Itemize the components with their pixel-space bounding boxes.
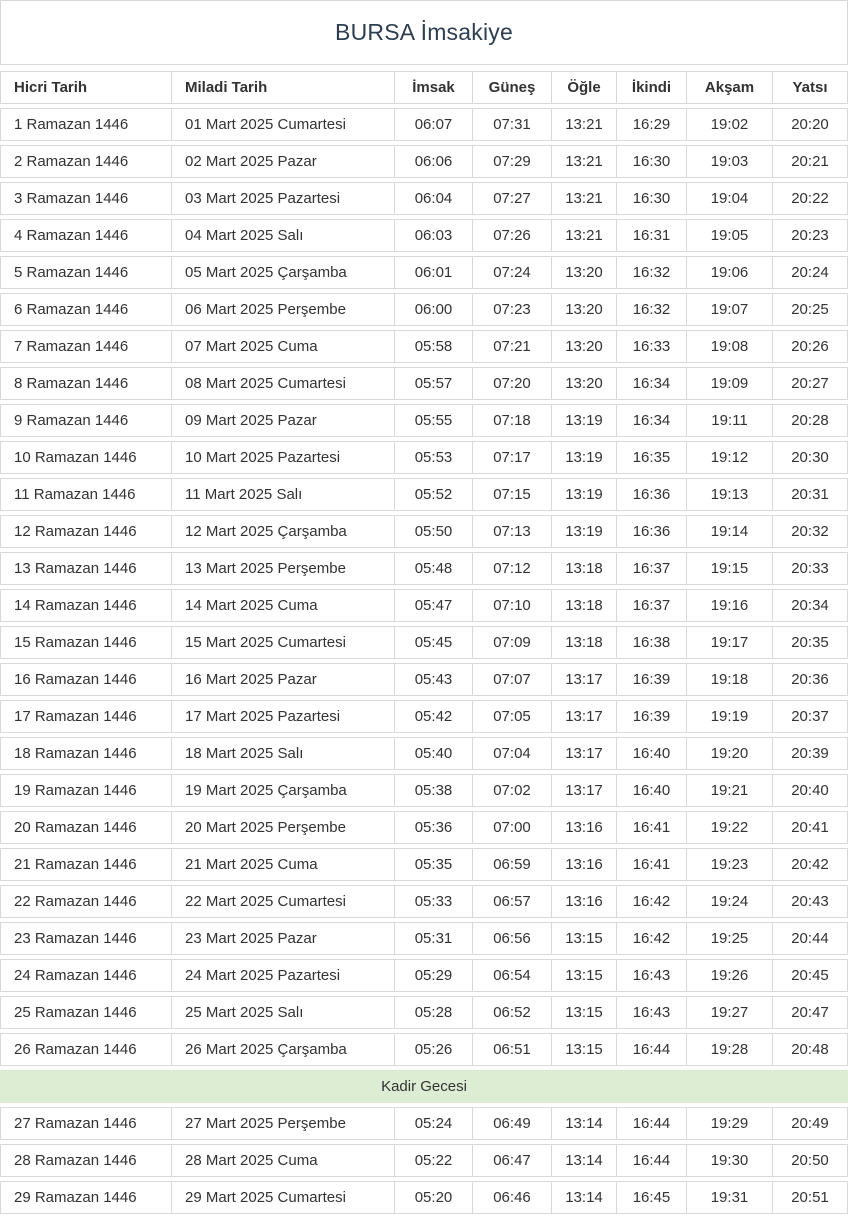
cell-yatsi: 20:25	[773, 293, 848, 326]
cell-imsak: 05:45	[395, 626, 473, 659]
cell-miladi-tarih: 19 Mart 2025 Çarşamba	[172, 774, 395, 807]
table-row	[0, 441, 848, 474]
cell-ogle: 13:15	[552, 996, 617, 1029]
table-row	[0, 256, 848, 289]
table-row	[0, 589, 848, 622]
cell-aksam: 19:17	[687, 626, 773, 659]
cell-gunes: 06:59	[473, 848, 552, 881]
cell-gunes: 07:02	[473, 774, 552, 807]
cell-hicri-tarih: 19 Ramazan 1446	[0, 774, 172, 807]
cell-miladi-tarih: 29 Mart 2025 Cumartesi	[172, 1181, 395, 1214]
cell-aksam: 19:29	[687, 1107, 773, 1140]
cell-hicri-tarih: 20 Ramazan 1446	[0, 811, 172, 844]
cell-hicri-tarih: 18 Ramazan 1446	[0, 737, 172, 770]
cell-yatsi: 20:21	[773, 145, 848, 178]
table-row	[0, 404, 848, 437]
cell-aksam: 19:11	[687, 404, 773, 437]
cell-hicri-tarih: 25 Ramazan 1446	[0, 996, 172, 1029]
cell-gunes: 07:23	[473, 293, 552, 326]
column-header-imsak: İmsak	[395, 71, 473, 104]
cell-miladi-tarih: 08 Mart 2025 Cumartesi	[172, 367, 395, 400]
cell-ogle: 13:17	[552, 737, 617, 770]
cell-ikindi: 16:30	[617, 182, 687, 215]
cell-imsak: 05:22	[395, 1144, 473, 1177]
table-row	[0, 219, 848, 252]
cell-ogle: 13:15	[552, 959, 617, 992]
cell-yatsi: 20:20	[773, 108, 848, 141]
cell-miladi-tarih: 18 Mart 2025 Salı	[172, 737, 395, 770]
cell-aksam: 19:12	[687, 441, 773, 474]
cell-ikindi: 16:41	[617, 811, 687, 844]
cell-yatsi: 20:34	[773, 589, 848, 622]
cell-yatsi: 20:39	[773, 737, 848, 770]
cell-yatsi: 20:51	[773, 1181, 848, 1214]
cell-aksam: 19:20	[687, 737, 773, 770]
cell-ogle: 13:18	[552, 626, 617, 659]
cell-miladi-tarih: 27 Mart 2025 Perşembe	[172, 1107, 395, 1140]
cell-ogle: 13:17	[552, 774, 617, 807]
cell-ikindi: 16:36	[617, 478, 687, 511]
cell-gunes: 07:26	[473, 219, 552, 252]
table-row	[0, 330, 848, 363]
cell-aksam: 19:18	[687, 663, 773, 696]
column-header-miladi-tarih: Miladi Tarih	[172, 71, 395, 104]
cell-aksam: 19:02	[687, 108, 773, 141]
cell-gunes: 07:17	[473, 441, 552, 474]
cell-hicri-tarih: 10 Ramazan 1446	[0, 441, 172, 474]
cell-hicri-tarih: 21 Ramazan 1446	[0, 848, 172, 881]
cell-yatsi: 20:30	[773, 441, 848, 474]
cell-gunes: 07:29	[473, 145, 552, 178]
cell-gunes: 07:12	[473, 552, 552, 585]
cell-yatsi: 20:47	[773, 996, 848, 1029]
cell-yatsi: 20:40	[773, 774, 848, 807]
cell-ikindi: 16:36	[617, 515, 687, 548]
table-row	[0, 922, 848, 955]
cell-aksam: 19:31	[687, 1181, 773, 1214]
cell-hicri-tarih: 22 Ramazan 1446	[0, 885, 172, 918]
cell-imsak: 05:40	[395, 737, 473, 770]
cell-ikindi: 16:35	[617, 441, 687, 474]
cell-aksam: 19:09	[687, 367, 773, 400]
cell-gunes: 07:31	[473, 108, 552, 141]
cell-miladi-tarih: 01 Mart 2025 Cumartesi	[172, 108, 395, 141]
cell-aksam: 19:25	[687, 922, 773, 955]
table-row	[0, 996, 848, 1029]
cell-hicri-tarih: 4 Ramazan 1446	[0, 219, 172, 252]
cell-imsak: 05:29	[395, 959, 473, 992]
cell-ikindi: 16:45	[617, 1181, 687, 1214]
cell-yatsi: 20:50	[773, 1144, 848, 1177]
cell-hicri-tarih: 12 Ramazan 1446	[0, 515, 172, 548]
cell-ogle: 13:15	[552, 922, 617, 955]
cell-ikindi: 16:39	[617, 700, 687, 733]
cell-hicri-tarih: 6 Ramazan 1446	[0, 293, 172, 326]
cell-yatsi: 20:43	[773, 885, 848, 918]
table-row	[0, 774, 848, 807]
cell-gunes: 07:15	[473, 478, 552, 511]
table-row	[0, 1033, 848, 1066]
cell-ogle: 13:17	[552, 663, 617, 696]
cell-ikindi: 16:34	[617, 404, 687, 437]
cell-gunes: 07:05	[473, 700, 552, 733]
table-row	[0, 515, 848, 548]
cell-miladi-tarih: 26 Mart 2025 Çarşamba	[172, 1033, 395, 1066]
cell-yatsi: 20:23	[773, 219, 848, 252]
table-row	[0, 182, 848, 215]
cell-ogle: 13:15	[552, 1033, 617, 1066]
cell-gunes: 07:10	[473, 589, 552, 622]
cell-aksam: 19:07	[687, 293, 773, 326]
cell-ogle: 13:19	[552, 404, 617, 437]
column-header-hicri-tarih: Hicri Tarih	[0, 71, 172, 104]
cell-imsak: 05:52	[395, 478, 473, 511]
cell-yatsi: 20:28	[773, 404, 848, 437]
table-row	[0, 811, 848, 844]
cell-ogle: 13:19	[552, 441, 617, 474]
table-row	[0, 885, 848, 918]
cell-miladi-tarih: 09 Mart 2025 Pazar	[172, 404, 395, 437]
cell-miladi-tarih: 06 Mart 2025 Perşembe	[172, 293, 395, 326]
cell-yatsi: 20:37	[773, 700, 848, 733]
cell-hicri-tarih: 15 Ramazan 1446	[0, 626, 172, 659]
cell-miladi-tarih: 07 Mart 2025 Cuma	[172, 330, 395, 363]
cell-yatsi: 20:24	[773, 256, 848, 289]
cell-ogle: 13:20	[552, 367, 617, 400]
cell-miladi-tarih: 16 Mart 2025 Pazar	[172, 663, 395, 696]
cell-imsak: 05:53	[395, 441, 473, 474]
cell-ikindi: 16:30	[617, 145, 687, 178]
cell-gunes: 07:13	[473, 515, 552, 548]
cell-hicri-tarih: 29 Ramazan 1446	[0, 1181, 172, 1214]
cell-ogle: 13:19	[552, 478, 617, 511]
cell-hicri-tarih: 11 Ramazan 1446	[0, 478, 172, 511]
cell-imsak: 05:26	[395, 1033, 473, 1066]
cell-ikindi: 16:32	[617, 256, 687, 289]
cell-imsak: 05:31	[395, 922, 473, 955]
cell-ikindi: 16:37	[617, 589, 687, 622]
cell-gunes: 07:24	[473, 256, 552, 289]
cell-aksam: 19:28	[687, 1033, 773, 1066]
cell-imsak: 05:43	[395, 663, 473, 696]
cell-yatsi: 20:32	[773, 515, 848, 548]
cell-ogle: 13:16	[552, 885, 617, 918]
cell-gunes: 06:52	[473, 996, 552, 1029]
cell-aksam: 19:26	[687, 959, 773, 992]
cell-imsak: 05:35	[395, 848, 473, 881]
cell-aksam: 19:16	[687, 589, 773, 622]
cell-imsak: 05:24	[395, 1107, 473, 1140]
table-row	[0, 1181, 848, 1214]
cell-ikindi: 16:41	[617, 848, 687, 881]
cell-hicri-tarih: 5 Ramazan 1446	[0, 256, 172, 289]
cell-ikindi: 16:39	[617, 663, 687, 696]
cell-imsak: 05:50	[395, 515, 473, 548]
cell-aksam: 19:24	[687, 885, 773, 918]
cell-gunes: 06:49	[473, 1107, 552, 1140]
cell-miladi-tarih: 12 Mart 2025 Çarşamba	[172, 515, 395, 548]
cell-ikindi: 16:43	[617, 959, 687, 992]
table-row	[0, 737, 848, 770]
cell-ikindi: 16:42	[617, 885, 687, 918]
table-row	[0, 959, 848, 992]
cell-hicri-tarih: 13 Ramazan 1446	[0, 552, 172, 585]
cell-aksam: 19:08	[687, 330, 773, 363]
cell-gunes: 06:54	[473, 959, 552, 992]
column-header-aksam: Akşam	[687, 71, 773, 104]
cell-yatsi: 20:42	[773, 848, 848, 881]
cell-aksam: 19:04	[687, 182, 773, 215]
cell-ikindi: 16:29	[617, 108, 687, 141]
cell-ogle: 13:14	[552, 1144, 617, 1177]
cell-ogle: 13:20	[552, 256, 617, 289]
cell-miladi-tarih: 13 Mart 2025 Perşembe	[172, 552, 395, 585]
cell-hicri-tarih: 24 Ramazan 1446	[0, 959, 172, 992]
column-header-yatsi: Yatsı	[773, 71, 848, 104]
cell-ikindi: 16:37	[617, 552, 687, 585]
cell-ogle: 13:14	[552, 1107, 617, 1140]
cell-gunes: 07:09	[473, 626, 552, 659]
cell-ogle: 13:18	[552, 552, 617, 585]
cell-imsak: 06:07	[395, 108, 473, 141]
cell-ogle: 13:18	[552, 589, 617, 622]
cell-hicri-tarih: 28 Ramazan 1446	[0, 1144, 172, 1177]
cell-hicri-tarih: 7 Ramazan 1446	[0, 330, 172, 363]
cell-ogle: 13:16	[552, 811, 617, 844]
cell-gunes: 06:51	[473, 1033, 552, 1066]
cell-miladi-tarih: 10 Mart 2025 Pazartesi	[172, 441, 395, 474]
cell-aksam: 19:21	[687, 774, 773, 807]
table-row	[0, 478, 848, 511]
cell-imsak: 05:48	[395, 552, 473, 585]
cell-aksam: 19:27	[687, 996, 773, 1029]
cell-yatsi: 20:45	[773, 959, 848, 992]
cell-miladi-tarih: 14 Mart 2025 Cuma	[172, 589, 395, 622]
cell-imsak: 06:01	[395, 256, 473, 289]
cell-imsak: 05:57	[395, 367, 473, 400]
cell-aksam: 19:23	[687, 848, 773, 881]
cell-gunes: 07:18	[473, 404, 552, 437]
cell-miladi-tarih: 20 Mart 2025 Perşembe	[172, 811, 395, 844]
cell-miladi-tarih: 02 Mart 2025 Pazar	[172, 145, 395, 178]
cell-hicri-tarih: 3 Ramazan 1446	[0, 182, 172, 215]
cell-aksam: 19:14	[687, 515, 773, 548]
cell-imsak: 05:58	[395, 330, 473, 363]
cell-gunes: 07:21	[473, 330, 552, 363]
column-header-ikindi: İkindi	[617, 71, 687, 104]
cell-ogle: 13:14	[552, 1181, 617, 1214]
cell-imsak: 05:20	[395, 1181, 473, 1214]
cell-yatsi: 20:35	[773, 626, 848, 659]
cell-imsak: 05:36	[395, 811, 473, 844]
cell-gunes: 06:57	[473, 885, 552, 918]
cell-hicri-tarih: 23 Ramazan 1446	[0, 922, 172, 955]
table-row	[0, 1107, 848, 1140]
cell-ikindi: 16:44	[617, 1033, 687, 1066]
cell-gunes: 07:20	[473, 367, 552, 400]
cell-yatsi: 20:33	[773, 552, 848, 585]
cell-imsak: 05:28	[395, 996, 473, 1029]
cell-gunes: 06:47	[473, 1144, 552, 1177]
cell-imsak: 06:06	[395, 145, 473, 178]
cell-ikindi: 16:40	[617, 774, 687, 807]
cell-miladi-tarih: 23 Mart 2025 Pazar	[172, 922, 395, 955]
table-row	[0, 663, 848, 696]
cell-ikindi: 16:43	[617, 996, 687, 1029]
cell-hicri-tarih: 9 Ramazan 1446	[0, 404, 172, 437]
cell-yatsi: 20:44	[773, 922, 848, 955]
table-row	[0, 626, 848, 659]
cell-imsak: 05:55	[395, 404, 473, 437]
cell-ogle: 13:20	[552, 330, 617, 363]
cell-miladi-tarih: 24 Mart 2025 Pazartesi	[172, 959, 395, 992]
cell-ogle: 13:21	[552, 182, 617, 215]
prayer-times-table	[0, 67, 848, 1218]
cell-hicri-tarih: 2 Ramazan 1446	[0, 145, 172, 178]
cell-ogle: 13:19	[552, 515, 617, 548]
cell-miladi-tarih: 04 Mart 2025 Salı	[172, 219, 395, 252]
cell-yatsi: 20:48	[773, 1033, 848, 1066]
cell-miladi-tarih: 03 Mart 2025 Pazartesi	[172, 182, 395, 215]
cell-yatsi: 20:27	[773, 367, 848, 400]
cell-miladi-tarih: 21 Mart 2025 Cuma	[172, 848, 395, 881]
cell-ogle: 13:21	[552, 219, 617, 252]
cell-imsak: 05:33	[395, 885, 473, 918]
cell-hicri-tarih: 17 Ramazan 1446	[0, 700, 172, 733]
table-row	[0, 145, 848, 178]
cell-gunes: 07:07	[473, 663, 552, 696]
cell-gunes: 07:04	[473, 737, 552, 770]
cell-gunes: 06:46	[473, 1181, 552, 1214]
cell-imsak: 06:04	[395, 182, 473, 215]
cell-imsak: 05:42	[395, 700, 473, 733]
cell-hicri-tarih: 1 Ramazan 1446	[0, 108, 172, 141]
cell-ogle: 13:21	[552, 145, 617, 178]
cell-aksam: 19:15	[687, 552, 773, 585]
cell-gunes: 07:00	[473, 811, 552, 844]
cell-yatsi: 20:31	[773, 478, 848, 511]
cell-hicri-tarih: 16 Ramazan 1446	[0, 663, 172, 696]
cell-aksam: 19:13	[687, 478, 773, 511]
cell-aksam: 19:30	[687, 1144, 773, 1177]
cell-miladi-tarih: 15 Mart 2025 Cumartesi	[172, 626, 395, 659]
table-row	[0, 700, 848, 733]
cell-ogle: 13:20	[552, 293, 617, 326]
page-title: BURSA İmsakiye	[0, 0, 848, 65]
cell-aksam: 19:05	[687, 219, 773, 252]
table-row	[0, 108, 848, 141]
cell-gunes: 06:56	[473, 922, 552, 955]
cell-ikindi: 16:44	[617, 1144, 687, 1177]
cell-hicri-tarih: 8 Ramazan 1446	[0, 367, 172, 400]
cell-ikindi: 16:44	[617, 1107, 687, 1140]
cell-ikindi: 16:42	[617, 922, 687, 955]
cell-miladi-tarih: 05 Mart 2025 Çarşamba	[172, 256, 395, 289]
cell-ikindi: 16:40	[617, 737, 687, 770]
cell-ikindi: 16:31	[617, 219, 687, 252]
cell-imsak: 06:03	[395, 219, 473, 252]
cell-imsak: 06:00	[395, 293, 473, 326]
table-row	[0, 552, 848, 585]
cell-yatsi: 20:36	[773, 663, 848, 696]
cell-ogle: 13:17	[552, 700, 617, 733]
cell-yatsi: 20:49	[773, 1107, 848, 1140]
cell-ikindi: 16:34	[617, 367, 687, 400]
table-row	[0, 1144, 848, 1177]
cell-ikindi: 16:32	[617, 293, 687, 326]
table-row	[0, 367, 848, 400]
table-row	[0, 293, 848, 326]
cell-imsak: 05:47	[395, 589, 473, 622]
cell-aksam: 19:22	[687, 811, 773, 844]
cell-ogle: 13:16	[552, 848, 617, 881]
cell-yatsi: 20:22	[773, 182, 848, 215]
header-row	[0, 71, 848, 104]
cell-hicri-tarih: 26 Ramazan 1446	[0, 1033, 172, 1066]
cell-aksam: 19:03	[687, 145, 773, 178]
kadir-gecesi-row	[0, 1070, 848, 1103]
cell-hicri-tarih: 27 Ramazan 1446	[0, 1107, 172, 1140]
cell-imsak: 05:38	[395, 774, 473, 807]
cell-hicri-tarih: 14 Ramazan 1446	[0, 589, 172, 622]
cell-yatsi: 20:41	[773, 811, 848, 844]
column-header-gunes: Güneş	[473, 71, 552, 104]
cell-miladi-tarih: 17 Mart 2025 Pazartesi	[172, 700, 395, 733]
cell-yatsi: 20:26	[773, 330, 848, 363]
cell-miladi-tarih: 11 Mart 2025 Salı	[172, 478, 395, 511]
column-header-ogle: Öğle	[552, 71, 617, 104]
cell-ikindi: 16:38	[617, 626, 687, 659]
prayer-times-body	[0, 108, 848, 1214]
cell-ogle: 13:21	[552, 108, 617, 141]
cell-ikindi: 16:33	[617, 330, 687, 363]
cell-miladi-tarih: 22 Mart 2025 Cumartesi	[172, 885, 395, 918]
table-row	[0, 848, 848, 881]
kadir-gecesi-label: Kadir Gecesi	[0, 1070, 848, 1103]
cell-miladi-tarih: 28 Mart 2025 Cuma	[172, 1144, 395, 1177]
cell-aksam: 19:19	[687, 700, 773, 733]
cell-miladi-tarih: 25 Mart 2025 Salı	[172, 996, 395, 1029]
cell-aksam: 19:06	[687, 256, 773, 289]
cell-gunes: 07:27	[473, 182, 552, 215]
